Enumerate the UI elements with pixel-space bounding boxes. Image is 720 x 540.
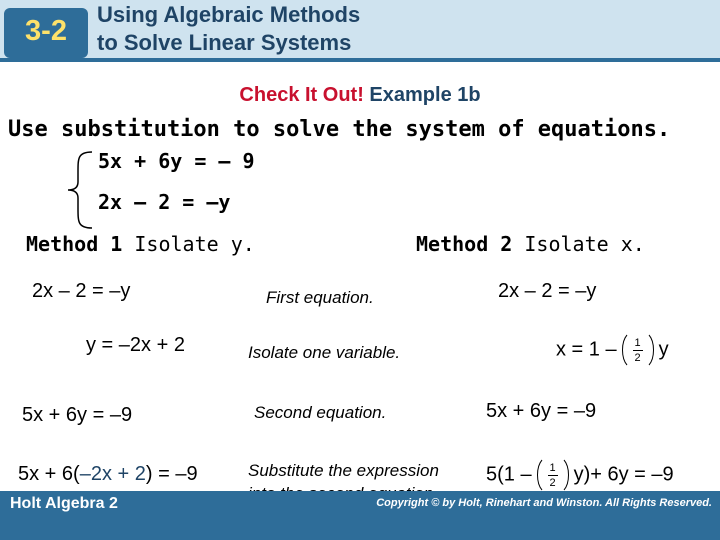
right-eq2-pre: x = 1 – [556, 338, 617, 361]
method-1-desc: Isolate y. [122, 232, 255, 256]
left-equation-2: y = –2x + 2 [86, 334, 185, 356]
fraction-bar-2 [548, 475, 558, 476]
brace-icon [64, 150, 94, 230]
left-eq4-pre: 5x + 6( [18, 463, 80, 485]
right-eq4-post: y)+ 6y = –9 [573, 463, 674, 486]
fraction-numerator-2: 1 [549, 462, 556, 474]
left-eq4-post: ) = –9 [145, 463, 198, 485]
lesson-title-line2: to Solve Linear Systems [97, 30, 352, 55]
fraction-numerator: 1 [634, 337, 641, 349]
method-2-label [416, 232, 645, 256]
header-banner [0, 0, 720, 62]
example-label: Example 1b [369, 84, 481, 106]
lesson-badge [4, 8, 88, 58]
method-2-title: Method 2 [416, 232, 513, 256]
method-1-label [26, 232, 255, 256]
right-equation-3: 5x + 6y = –9 [486, 400, 597, 422]
fraction-one-half-2 [534, 457, 572, 493]
fraction-denominator-2: 2 [549, 477, 556, 489]
lesson-title-line1: Using Algebraic Methods [97, 2, 361, 27]
right-equation-1: 2x – 2 = –y [498, 280, 597, 302]
footer-book-title: Holt Algebra 2 [10, 495, 118, 512]
step-substitute-line1: Substitute the expression [248, 461, 439, 480]
left-equation-4 [18, 463, 198, 486]
system-equation-1: 5x + 6y = – 9 [98, 149, 255, 173]
left-equation-3: 5x + 6y = –9 [22, 404, 133, 426]
fraction-denominator: 2 [634, 352, 641, 364]
step-isolate: Isolate one variable. [248, 343, 401, 362]
footer-copyright: Copyright © by Holt, Rinehart and Winston. All Rights Reserved. [376, 497, 712, 509]
right-equation-2 [556, 332, 669, 368]
system-equation-2: 2x – 2 = –y [98, 190, 231, 214]
right-eq4-pre: 5(1 – [486, 463, 532, 486]
method-2-desc: Isolate x. [512, 232, 645, 256]
substituted-expression: –2x + 2 [79, 463, 146, 485]
check-it-out-label: Check It Out! [239, 84, 364, 106]
step-first-equation: First equation. [266, 288, 374, 307]
right-eq2-post: y [658, 338, 669, 361]
instruction-text: Use substitution to solve the system of equations. [8, 117, 671, 142]
lesson-number: 3-2 [25, 15, 67, 47]
method-1-title: Method 1 [26, 232, 123, 256]
fraction-bar [633, 350, 643, 351]
step-second-equation: Second equation. [254, 403, 387, 422]
example-heading [0, 84, 720, 107]
right-equation-4 [486, 457, 674, 493]
left-equation-1: 2x – 2 = –y [32, 280, 131, 302]
fraction-one-half [619, 332, 657, 368]
